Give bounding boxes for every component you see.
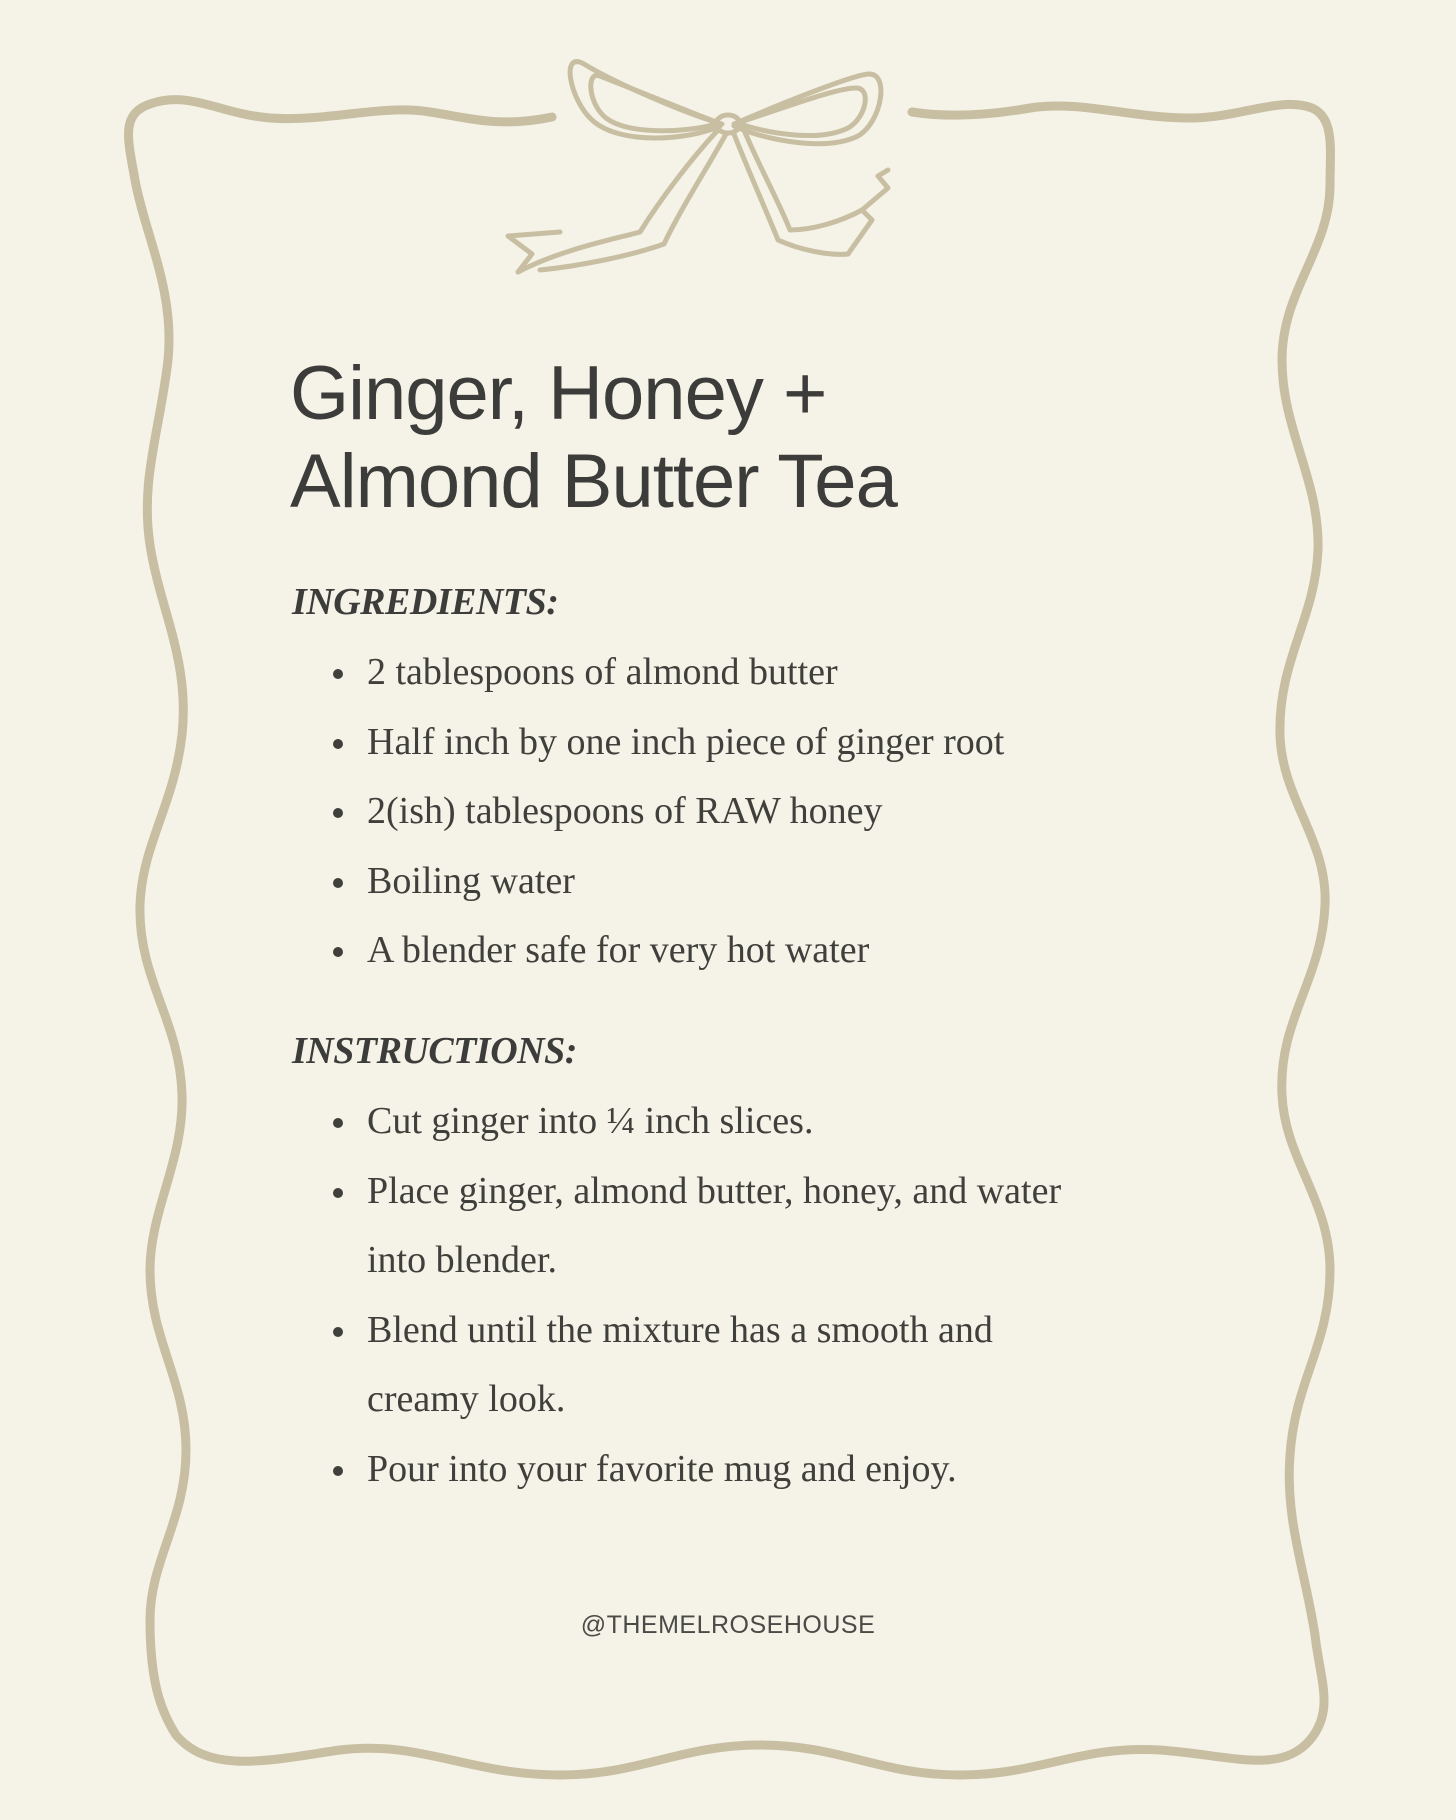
instruction-step: Blend until the mixture has a smooth and creamy look. <box>333 1296 1113 1435</box>
ingredient-item: 2(ish) tablespoons of RAW honey <box>333 777 1133 847</box>
recipe-title <box>290 350 1190 526</box>
instruction-step: Place ginger, almond butter, honey, and water into blender. <box>333 1157 1113 1296</box>
instructions-heading: INSTRUCTIONS: <box>292 1030 577 1072</box>
social-handle: @THEMELROSEHOUSE <box>580 1611 876 1639</box>
ingredient-item: Boiling water <box>333 847 1133 917</box>
instructions-list <box>333 1087 1113 1504</box>
ingredient-item: 2 tablespoons of almond butter <box>333 638 1133 708</box>
instruction-step: Cut ginger into ¼ inch slices. <box>333 1087 1113 1157</box>
title-line-2: Almond Butter Tea <box>290 439 897 524</box>
ingredient-item: A blender safe for very hot water <box>333 916 1133 986</box>
ingredients-heading: INGREDIENTS: <box>292 581 559 623</box>
title-line-1: Ginger, Honey + <box>290 351 827 436</box>
ribbon-bow-icon <box>508 62 888 272</box>
instruction-step: Pour into your favorite mug and enjoy. <box>333 1435 1113 1505</box>
ingredient-item: Half inch by one inch piece of ginger root <box>333 708 1133 778</box>
ingredients-list <box>333 638 1133 986</box>
